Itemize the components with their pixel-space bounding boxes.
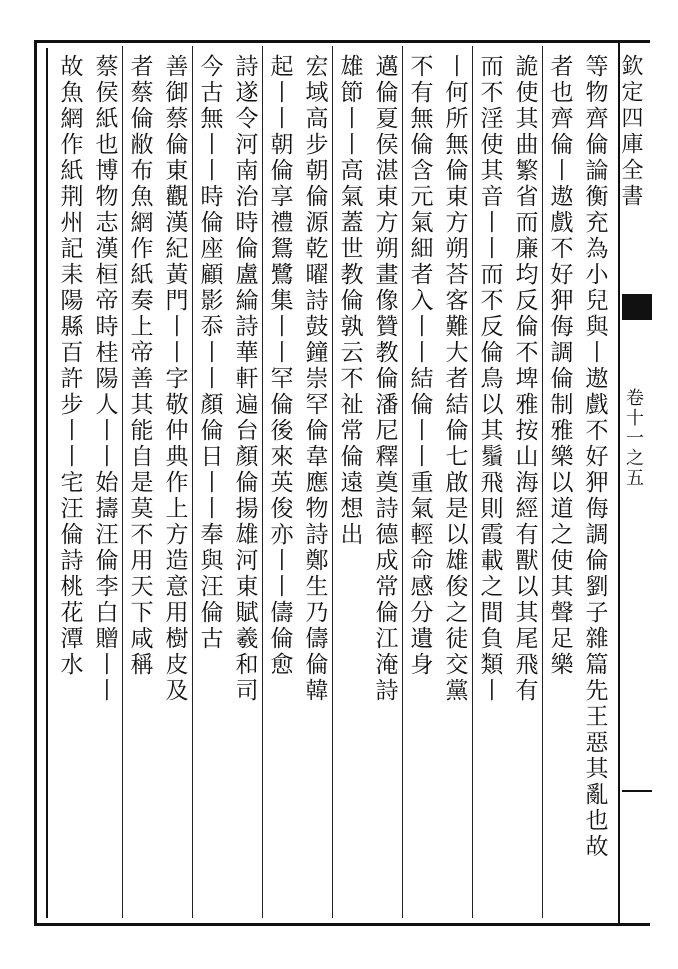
text-column: 起丨丨朝倫享禮鴛鷺集丨丨罕倫後來英俊亦丨丨儔倫愈: [266, 54, 293, 678]
inner-border: [46, 48, 48, 918]
text-column: 雄節丨丨高氣蓋世教倫孰云不祉常倫遠想出: [336, 54, 363, 548]
text-column: 故魚網作紙荆州記耒陽縣百許步丨丨宅汪倫詩桃花潭水: [56, 54, 83, 678]
text-column: 者也齊倫丨遨戲不好狎侮調倫制雅樂以道之使其聲足樂: [546, 54, 573, 678]
margin-title: 欽定四庫全書: [618, 54, 643, 210]
text-column: 丨何所無倫東方朔荅客難大者結倫七啟是以雄俊之徒交黨: [441, 54, 468, 704]
fishtail-mark: [622, 294, 652, 320]
text-column: 詭使其曲繁省而廉均反倫不埤雅按山海經有獸以其尾飛有: [511, 54, 538, 704]
text-column: 等物齊倫論衡充為小兒與丨遨戲不好狎侮調倫劉子雜篇先王惡其亂也故: [581, 54, 608, 860]
text-column: 善御蔡倫東觀漢紀黃門丨丨字敬仲典作上方造意用樹皮及: [161, 54, 188, 704]
text-column: 而不淫使其音丨丨而不反倫鳥以其鬚飛則霞載之間負類丨: [476, 54, 503, 704]
margin-juan: 卷十一之五: [623, 388, 644, 488]
text-column: 者蔡倫敝布魚網作紙奏上帝善其能自是莫不用天下咸稱: [126, 54, 153, 678]
margin-rule: [622, 790, 652, 792]
text-column: 今古無丨丨時倫座顧影忝丨丨顏倫日丨丨奉與汪倫古: [196, 54, 223, 652]
text-column: 宏域高步朝倫源乾曜詩鼓鐘崇罕倫韋應物詩鄭生乃儔倫韓: [301, 54, 328, 704]
text-column: 蔡侯紙也博物志漢桓帝時桂陽人丨丨始擣汪倫李白贈丨丨: [91, 54, 118, 704]
text-column: 邁倫夏侯湛東方朔畫像贊教倫潘尼釋奠詩德成常倫江淹詩: [371, 54, 398, 704]
text-column: 不有無倫含元氣細者入丨丨結倫丨丨重氣輕命感分遺身: [406, 54, 433, 678]
text-column: 詩遂令河南治時倫盧綸詩華軒遍台顏倫揚雄河東賦羲和司: [231, 54, 258, 704]
